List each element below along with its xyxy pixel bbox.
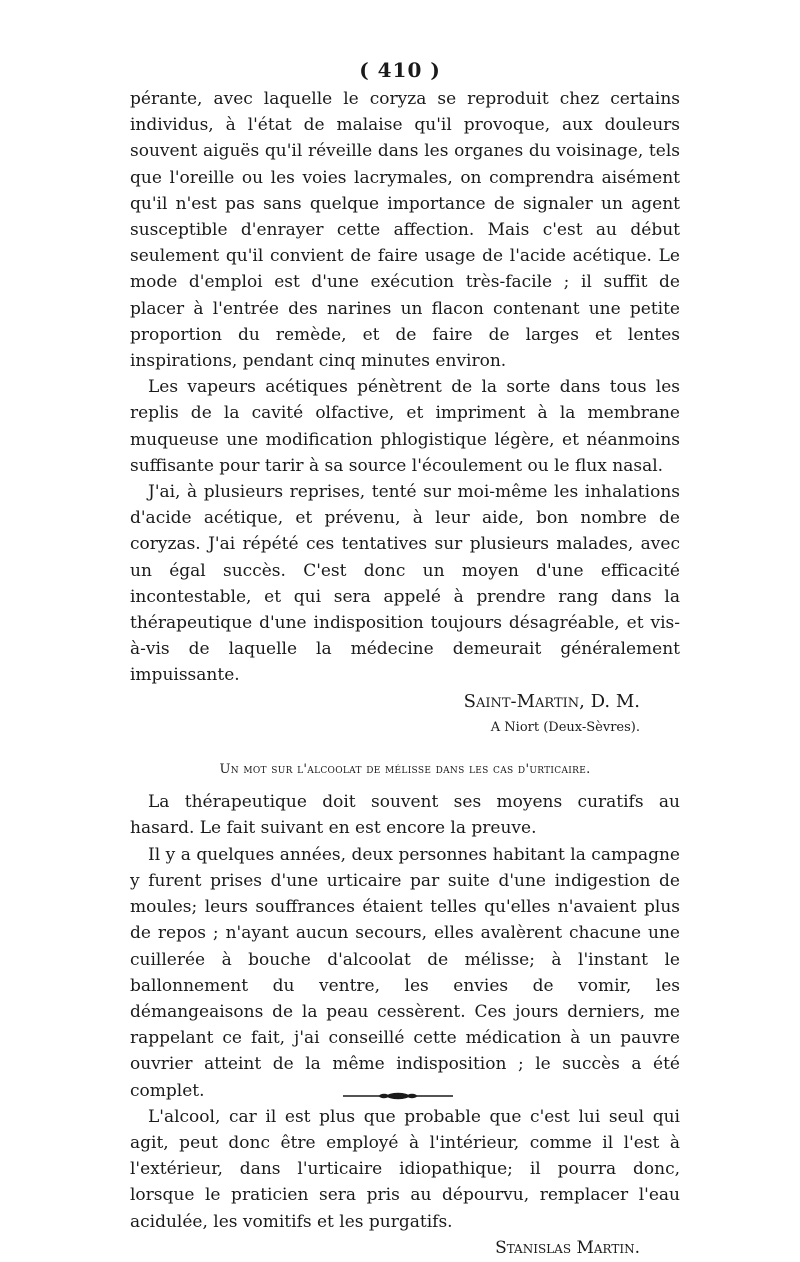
author-signature: Stanislas Martin. <box>495 1237 640 1258</box>
paragraph: Il y a quelques années, deux personnes habitant la campagne y furent prises d'une urticaire par suite d'une indigestion de moules; leurs souffrances étaient telles qu'elles n'avaient plus de repos ; n'ayant aucun secours, elles avalèrent chacune une cuillerée à bouche d'alcoolat de mélisse; à l'instant le ballonnement du ventre, les envies de vomir, les démangeaisons de la peau cessèrent. Ces jours derniers, me rappelant ce fait, j'ai conseillé cette médication à un pauvre ouvrier atteint de la même indisposition ; le succès a été complet. <box>130 844 680 1101</box>
paragraph-continued: pérante, avec laquelle le coryza se reproduit chez certains individus, à l'état de malaise qu'il provoque, aux douleurs souvent aiguës qu'il réveille dans les organes du voisinage, tels que l'oreille ou les voies lacrymales, on comprendra aisément qu'il n'est pas sans quelque importance de signaler un agent susceptible d'enrayer cette affection. Mais c'est au début seulement qu'il convient de faire usage de l'acide acétique. Le mode d'emploi est d'une exécution très-facile ; il suffit de placer à l'entrée des narines un flacon contenant une petite proportion du remède, et de faire de larges et lentes inspirations, pendant cinq minutes environ. <box>130 89 680 372</box>
paragraph: L'alcool, car il est plus que probable que c'est lui seul qui agit, peut donc être employé à l'intérieur, comme il l'est à l'extérieur, dans l'urticaire idiopathique; il pourra donc, lorsque le praticien sera pris au dépourvu, remplacer l'eau acidulée, les vomitifs et les purgatifs. <box>130 1106 680 1232</box>
section-heading: Un mot sur l'alcoolat de mélisse dans les cas d'urticaire. <box>219 762 591 778</box>
page-number: ( 410 ) <box>359 58 441 82</box>
article-body <box>130 86 680 1261</box>
author-signature: Saint-Martin, D. M. <box>463 690 640 712</box>
ornament-divider <box>343 1092 453 1100</box>
author-location: A Niort (Deux-Sèvres). <box>490 719 640 735</box>
paragraph: La thérapeutique doit souvent ses moyens curatifs au hasard. Le fait suivant en est encore la preuve. <box>130 792 680 839</box>
paragraph: J'ai, à plusieurs reprises, tenté sur moi-même les inhalations d'acide acétique, et prévenu, à leur aide, bon nombre de coryzas. J'ai répété ces tentatives sur plusieurs malades, avec un égal succès. C'est donc un moyen d'une efficacité incontestable, et qui sera appelé à prendre rang dans la thérapeutique d'une indisposition toujours désagréable, et vis-à-vis de laquelle la médecine demeurait généralement impuissante. <box>130 482 680 686</box>
paragraph: Les vapeurs acétiques pénètrent de la sorte dans tous les replis de la cavité olfactive, et impriment à la membrane muqueuse une modification phlogistique légère, et néanmoins suffisante pour tarir à sa source l'écoulement ou le flux nasal. <box>130 377 680 476</box>
